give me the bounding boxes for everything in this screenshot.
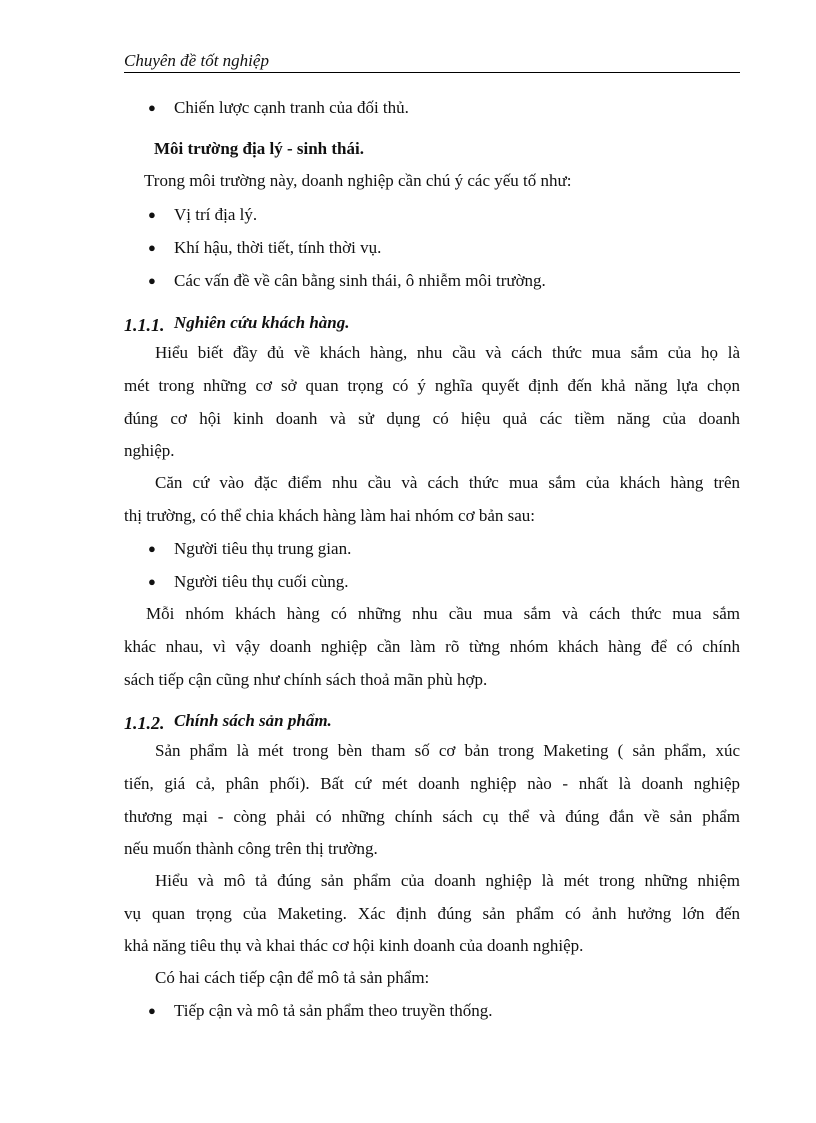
paragraph-4-line-4: nếu muốn thành công trên thị trường. (124, 839, 378, 858)
intro-geo: Trong môi trường này, doanh nghiệp cần chú ý các yếu tố như: (144, 171, 572, 190)
bullet-middle: Người tiêu thụ trung gian. (174, 539, 352, 558)
section-number-2: 1.1.2. (124, 713, 165, 733)
paragraph-1-line-4: nghiệp. (124, 441, 175, 460)
paragraph-4-line-3: thương mại - còng phải có những chính sách cụ thể và đúng đắn về sản phẩm (124, 807, 740, 826)
page-header (124, 50, 740, 73)
paragraph-6-line-1: Có hai cách tiếp cận để mô tả sản phẩm: (155, 968, 430, 987)
paragraph-1-line-3: đúng cơ hội kinh doanh và sử dụng có hiệu quả các tiềm năng của doanh (124, 409, 740, 428)
paragraph-5-line-3: khả năng tiêu thụ và khai thác cơ hội kinh doanh của doanh nghiệp. (124, 936, 584, 955)
paragraph-5-line-2: vụ quan trọng của Maketing. Xác định đúng sản phẩm có ảnh hưởng lớn đến (124, 904, 740, 923)
section-title-2: Chính sách sản phẩm. (174, 711, 332, 730)
bullet-climate: Khí hậu, thời tiết, tính thời vụ. (174, 238, 382, 257)
bullet-competitor: Chiến lược cạnh tranh của đối thủ. (174, 98, 409, 117)
bullet-dot-icon: ● (148, 207, 156, 222)
paragraph-2-line-1: Căn cứ vào đặc điểm nhu cầu và cách thức mua sắm của khách hàng trên (155, 473, 740, 492)
bullet-dot-icon: ● (148, 100, 156, 115)
paragraph-3-line-2: khác nhau, vì vậy doanh nghiệp cần làm rõ từng nhóm khách hàng để có chính (124, 637, 740, 656)
paragraph-3-line-3: sách tiếp cận cũng như chính sách thoả mãn phù hợp. (124, 670, 488, 689)
bullet-dot-icon: ● (148, 240, 156, 255)
header-title: Chuyên đề tốt nghiệp (124, 51, 269, 70)
paragraph-1-line-2: mét trong những cơ sở quan trọng có ý nghĩa quyết định đến khả năng lựa chọn (124, 376, 740, 395)
bullet-dot-icon: ● (148, 273, 156, 288)
paragraph-4-line-1: Sản phẩm là mét trong bèn tham số cơ bản trong Maketing ( sản phẩm, xúc (155, 741, 740, 760)
paragraph-3-line-1: Mỗi nhóm khách hàng có những nhu cầu mua sắm và cách thức mua sắm (146, 604, 740, 623)
bullet-ecology: Các vấn đề về cân bằng sinh thái, ô nhiễm môi trường. (174, 271, 546, 290)
bullet-dot-icon: ● (148, 541, 156, 556)
bullet-location: Vị trí địa lý. (174, 205, 258, 224)
section-title-1: Nghiên cứu khách hàng. (174, 313, 350, 332)
paragraph-4-line-2: tiến, giá cả, phân phối). Bất cứ mét doanh nghiệp nào - nhất là doanh nghiệp (124, 774, 740, 793)
bullet-dot-icon: ● (148, 574, 156, 589)
bullet-final: Người tiêu thụ cuối cùng. (174, 572, 349, 591)
paragraph-5-line-1: Hiểu và mô tả đúng sản phẩm của doanh nghiệp là mét trong những nhiệm (155, 871, 740, 890)
bullet-dot-icon: ● (148, 1003, 156, 1018)
heading-geo: Môi trường địa lý - sinh thái. (154, 139, 364, 158)
bullet-traditional: Tiếp cận và mô tả sản phẩm theo truyền thống. (174, 1001, 493, 1020)
paragraph-2-line-2: thị trường, có thể chia khách hàng làm hai nhóm cơ bản sau: (124, 506, 535, 525)
paragraph-1-line-1: Hiểu biết đầy đủ về khách hàng, nhu cầu và cách thức mua sắm của họ là (155, 343, 740, 362)
section-number-1: 1.1.1. (124, 315, 165, 335)
